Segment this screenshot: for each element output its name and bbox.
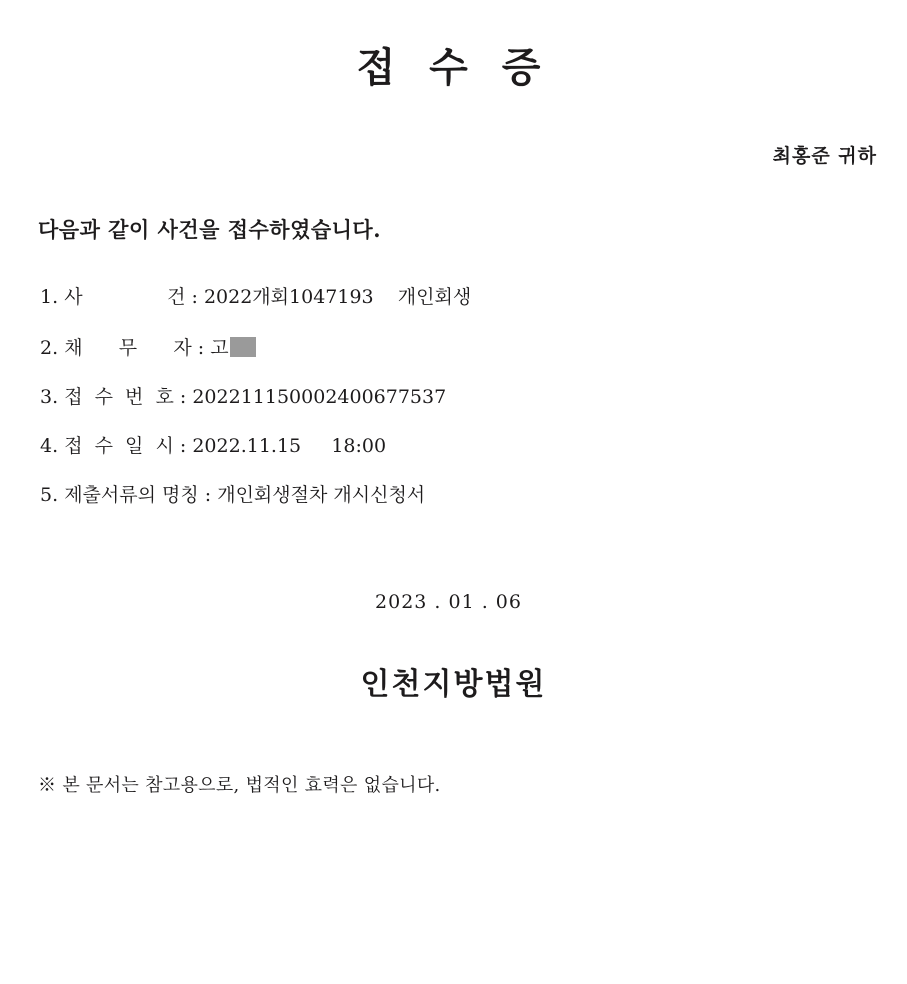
item-value: 고 (210, 337, 229, 359)
legal-footnote: ※ 본 문서는 참고용으로, 법적인 효력은 없습니다. (38, 775, 441, 796)
item-label: 접 수 일 시 (64, 435, 174, 457)
page-title: 접 수 증 (356, 44, 551, 91)
item-label: 채 무 자 (64, 337, 192, 359)
issue-date: 2023 . 01 . 06 (375, 591, 522, 613)
item-separator: : (179, 435, 187, 457)
list-item (40, 437, 907, 456)
item-separator: : (204, 484, 212, 506)
item-number: 1. (40, 286, 59, 308)
list-item (40, 388, 907, 407)
addressee-line: 최홍준 귀하 (772, 145, 877, 167)
item-value: 개인회생절차 개시신청서 (217, 484, 426, 506)
item-value: 202211150002400677537 (192, 386, 447, 408)
list-item (40, 337, 907, 358)
item-label: 접 수 번 호 (64, 386, 174, 408)
item-number: 3. (40, 386, 59, 408)
lead-statement: 다음과 같이 사건을 접수하였습니다. (38, 217, 382, 242)
item-label: 사 건 (64, 286, 186, 308)
item-number: 2. (40, 337, 59, 359)
court-name: 인천지방법원 (360, 667, 547, 702)
list-item (40, 288, 907, 307)
item-number: 4. (40, 435, 59, 457)
item-separator: : (191, 286, 198, 308)
redaction-block (230, 337, 256, 357)
item-value: 2022개회1047193 개인회생 (203, 286, 472, 308)
item-number: 5. (40, 484, 59, 506)
item-value: 2022.11.15 18:00 (192, 435, 387, 457)
item-separator: : (197, 337, 205, 359)
list-item (40, 486, 907, 505)
item-label: 제출서류의 명칭 (64, 484, 199, 506)
item-separator: : (179, 386, 187, 408)
receipt-item-list (0, 244, 907, 505)
